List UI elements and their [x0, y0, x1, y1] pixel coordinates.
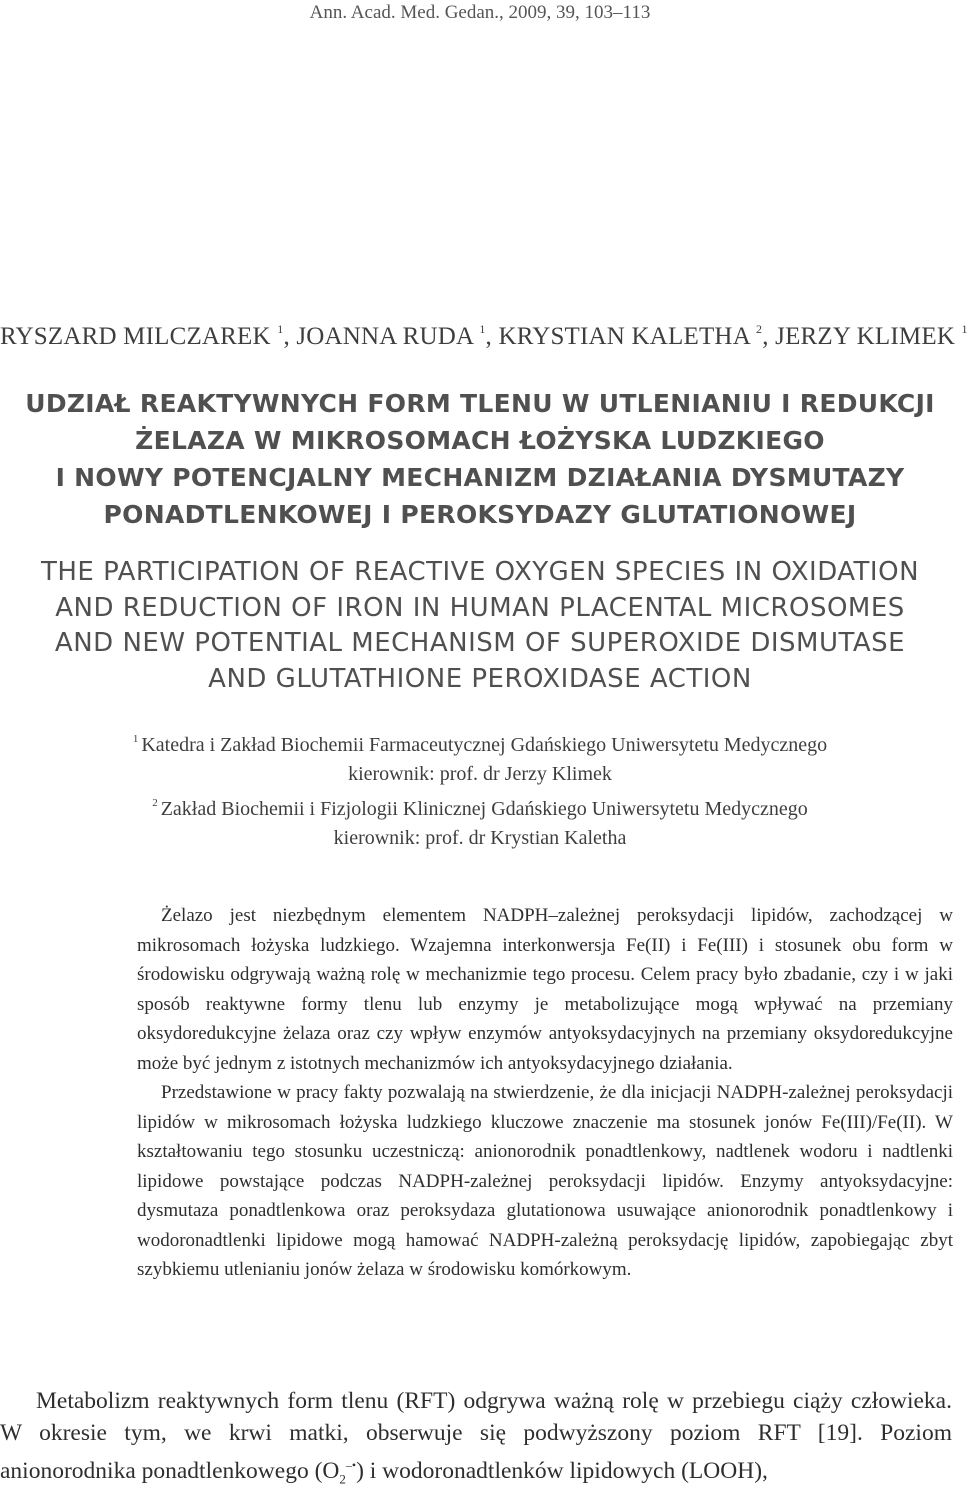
affiliation-text: Zakład Biochemii i Fizjologii Klinicznej Gdańskiego Uniwersytetu Medycznego — [160, 798, 808, 820]
body-text — [0, 1385, 952, 1496]
affiliation-text: Katedra i Zakład Biochemii Farmaceutycznej Gdańskiego Uniwersytetu Medycznego — [141, 734, 828, 756]
polish-title — [0, 385, 960, 533]
affiliations — [0, 725, 960, 853]
author-name: RYSZARD MILCZAREK — [0, 323, 271, 350]
body-text-segment: ) i wodoronadtlenków lipidowych (LOOH), — [356, 1457, 768, 1484]
title-line: THE PARTICIPATION OF REACTIVE OXYGEN SPECIES IN OXIDATION — [40, 557, 920, 587]
title-line: AND REDUCTION OF IRON IN HUMAN PLACENTAL MICROSOMES — [55, 592, 905, 623]
affiliation-line — [0, 725, 960, 760]
subscript: 2 — [339, 1471, 346, 1487]
affiliation-marker: 1 — [479, 322, 486, 336]
title-line: PONADTLENKOWEJ I PEROKSYDAZY GLUTATIONOWEJ — [103, 500, 857, 529]
body-text-segment: Metabolizm reaktywnych form tlenu (RFT) odgrywa ważną rolę w przebiegu ciąży człowieka. W okresie tym, we krwi matki, obserwuje się podwyższony poziom RFT [19]. Poziom anionorodnika ponadtlenkowego (O — [0, 1388, 952, 1484]
affiliation-head: kierownik: prof. dr Jerzy Klimek — [348, 763, 612, 785]
title-line: AND GLUTATHIONE PEROXIDASE ACTION — [208, 663, 752, 694]
affiliation-line — [0, 789, 960, 824]
affiliation-marker: 1 — [961, 322, 968, 336]
affiliation-number: 1 — [132, 733, 139, 745]
english-title — [0, 555, 960, 697]
title-line: UDZIAŁ REAKTYWNYCH FORM TLENU W UTLENIANIU I REDUKCJI — [25, 389, 935, 418]
journal-reference: Ann. Acad. Med. Gedan., 2009, 39, 103–113 — [309, 2, 651, 23]
title-line: AND NEW POTENTIAL MECHANISM OF SUPEROXIDE DISMUTASE — [54, 628, 906, 658]
author-name: JOANNA RUDA — [296, 323, 473, 350]
affiliation-head: kierownik: prof. dr Krystian Kaletha — [333, 827, 627, 849]
author-name: KRYSTIAN KALETHA — [498, 323, 750, 350]
abstract — [137, 901, 953, 1285]
affiliation-number: 2 — [152, 797, 158, 809]
abstract-paragraph: Przedstawione w pracy fakty pozwalają na stwierdzenie, że dla inicjacji NADPH-zależnej peroksydacji lipidów w mikrosomach łożyska ludzkiego kluczowe znaczenie ma stosunek jonów Fe(III)/Fe(II). W kształtowaniu tego stosunku uczestniczą: anionorodnik ponadtlenkowy, nadtlenek wodoru i nadtlenki lipidowe powstające podczas NADPH-zależnej peroksydacji lipidów. Enzymy antyoksydacyjne: dysmutaza ponadtlenkowa oraz peroksydaza glutationowa usuwające anionorodnik ponadtlenkowy i wodoronadtlenki lipidowe mogą hamować NADPH-zależną peroksydację lipidów, zapobiegając zbyt szybkiemu utlenianiu jonów żelaza w środowisku komórkowym. — [137, 1082, 953, 1280]
affiliation-marker: 2 — [756, 322, 763, 336]
title-line: ŻELAZA W MIKROSOMACH ŁOŻYSKA LUDZKIEGO — [135, 426, 825, 455]
author-list: RYSZARD MILCZAREK $^1$, JOANNA RUDA $^1$, KRYSTIAN KALETHA $^2$, JERZY KLIMEK $^1$ — [0, 322, 968, 350]
title-line: I NOWY POTENCJALNY MECHANIZM DZIAŁANIA DYSMUTAZY — [55, 463, 905, 492]
abstract-paragraph: Żelazo jest niezbędnym elementem NADPH–zależnej peroksydacji lipidów, zachodzącej w mikrosomach łożyska ludzkiego. Wzajemna interkonwersja Fe(II) i Fe(III) i stosunek obu form w środowisku odgrywają ważną rolę w mechanizmie tego procesu. Celem pracy było zbadanie, czy i w jaki sposób reaktywne formy tlenu lub enzymy je metabolizujące mogą wpływać na przemiany oksydoredukcyjne żelaza oraz czy wpływ enzymów antyoksydacyjnych na przemiany oksydoredukcyjne może być jednym z istotnych mechanizmów ich antyoksydacyjnego działania. — [137, 905, 953, 1074]
author-name: JERZY KLIMEK — [775, 323, 956, 350]
body-paragraph — [0, 1385, 952, 1496]
affiliation-marker: 1 — [277, 322, 284, 336]
superscript: –• — [345, 1458, 357, 1472]
